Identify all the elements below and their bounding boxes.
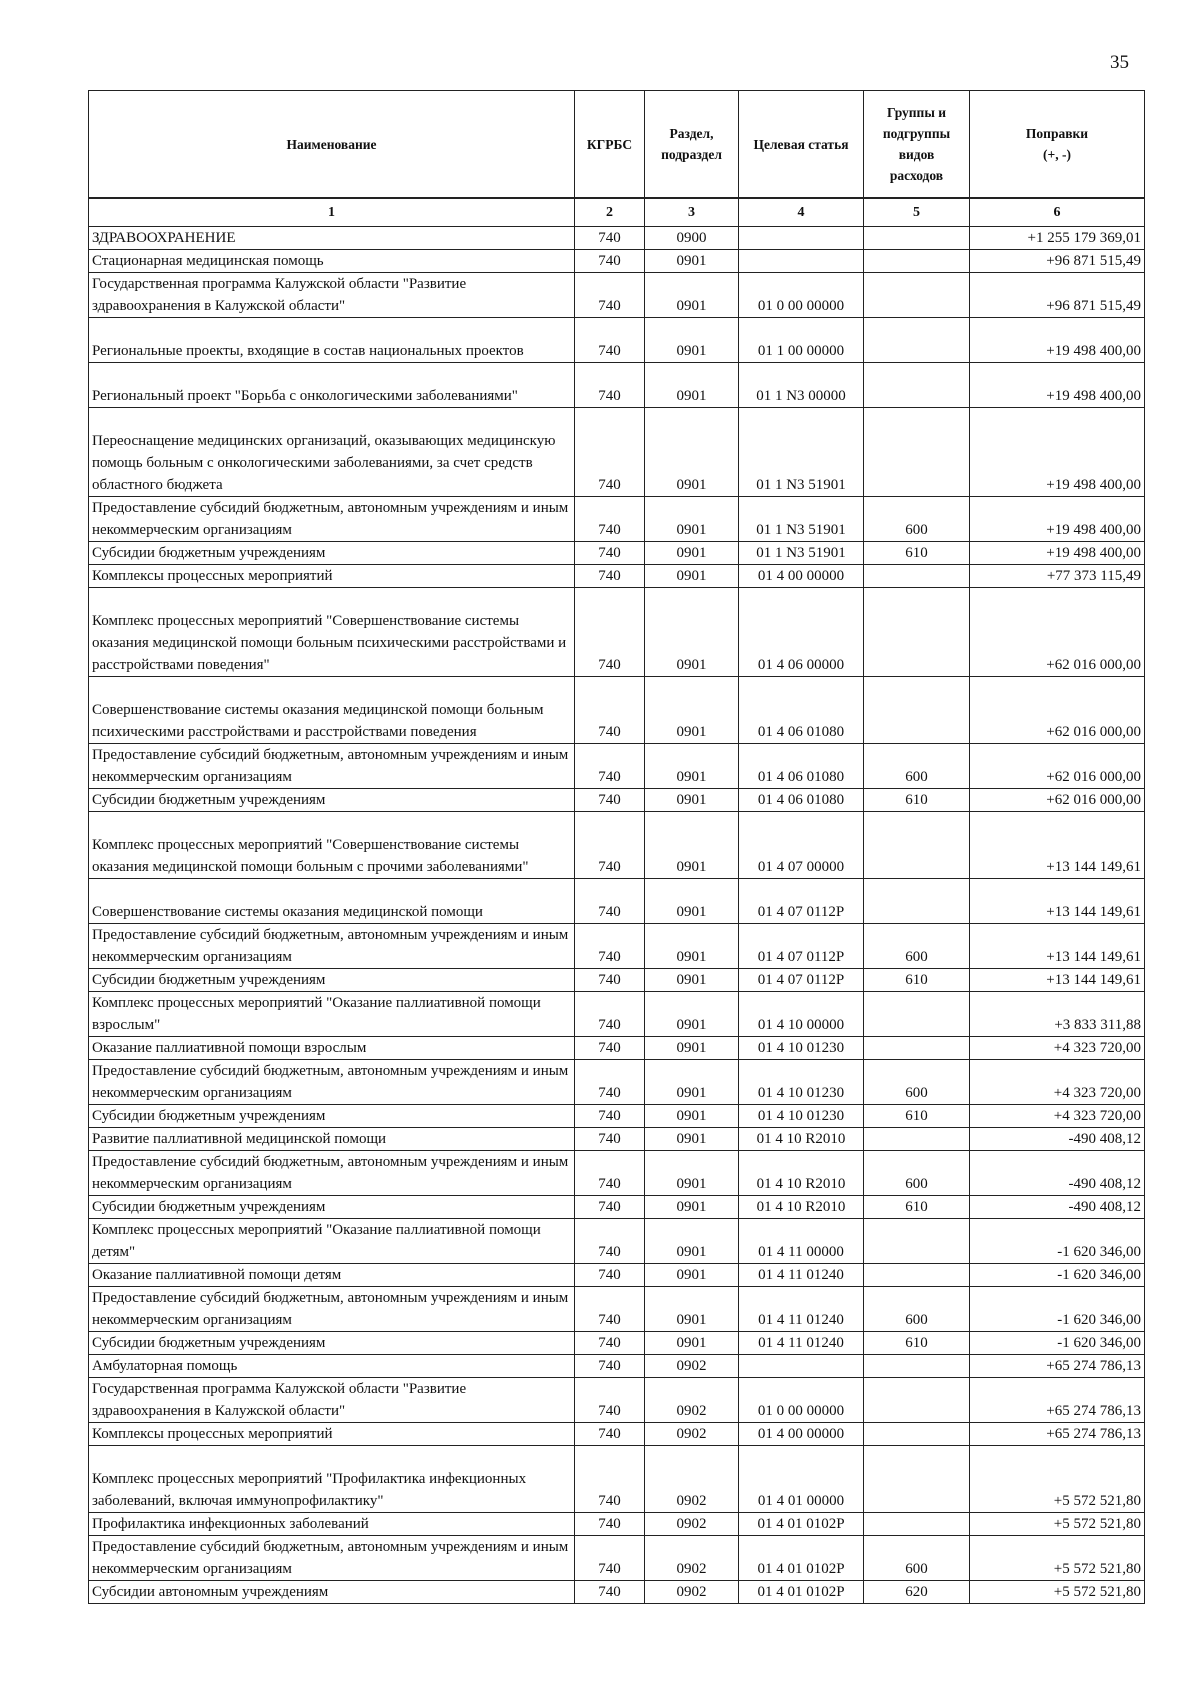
row-amount: +19 498 400,00	[970, 542, 1145, 565]
table-row	[89, 992, 1145, 1037]
row-amount: +5 572 521,80	[970, 1513, 1145, 1536]
col-number: 3	[645, 198, 739, 227]
row-target: 01 4 11 01240	[739, 1287, 864, 1332]
row-group	[864, 1513, 970, 1536]
table-row	[89, 1355, 1145, 1378]
table-row	[89, 1332, 1145, 1355]
row-name: Предоставление субсидий бюджетным, автономным учреждениям и иным некоммерческим организациям	[89, 924, 575, 969]
table-row	[89, 969, 1145, 992]
row-group	[864, 677, 970, 744]
col-header-target: Целевая статья	[739, 91, 864, 199]
row-target: 01 4 06 01080	[739, 677, 864, 744]
row-kgrbs: 740	[575, 1536, 645, 1581]
row-amount: +19 498 400,00	[970, 318, 1145, 363]
row-amount: +5 572 521,80	[970, 1446, 1145, 1513]
row-section: 0901	[645, 1151, 739, 1196]
row-amount: -490 408,12	[970, 1196, 1145, 1219]
row-amount: +4 323 720,00	[970, 1037, 1145, 1060]
row-name: Предоставление субсидий бюджетным, автономным учреждениям и иным некоммерческим организациям	[89, 497, 575, 542]
row-group: 620	[864, 1581, 970, 1604]
table-row	[89, 1378, 1145, 1423]
row-name: Региональный проект "Борьба с онкологическими заболеваниями"	[89, 363, 575, 408]
table-row	[89, 565, 1145, 588]
row-kgrbs: 740	[575, 1219, 645, 1264]
row-target: 01 4 01 0102P	[739, 1581, 864, 1604]
table-row	[89, 1128, 1145, 1151]
table-row	[89, 1264, 1145, 1287]
row-target: 01 4 11 01240	[739, 1264, 864, 1287]
row-target: 01 4 10 00000	[739, 992, 864, 1037]
row-group: 610	[864, 1105, 970, 1128]
row-name: Субсидии бюджетным учреждениям	[89, 1196, 575, 1219]
budget-amendments-table	[88, 90, 1145, 1604]
row-group	[864, 1378, 970, 1423]
row-target: 01 4 11 01240	[739, 1332, 864, 1355]
table-row	[89, 250, 1145, 273]
table-row	[89, 744, 1145, 789]
row-target: 01 4 06 00000	[739, 588, 864, 677]
col-number: 1	[89, 198, 575, 227]
table-row	[89, 1037, 1145, 1060]
row-amount: -1 620 346,00	[970, 1219, 1145, 1264]
row-group	[864, 1219, 970, 1264]
row-amount: -1 620 346,00	[970, 1332, 1145, 1355]
row-group: 600	[864, 1536, 970, 1581]
row-section: 0901	[645, 273, 739, 318]
row-group	[864, 273, 970, 318]
row-section: 0901	[645, 250, 739, 273]
row-target: 01 4 07 0112P	[739, 969, 864, 992]
row-name: Предоставление субсидий бюджетным, автономным учреждениям и иным некоммерческим организациям	[89, 1060, 575, 1105]
row-name: Совершенствование системы оказания медицинской помощи	[89, 879, 575, 924]
row-kgrbs: 740	[575, 408, 645, 497]
col-header-amendments: Поправки (+, -)	[970, 91, 1145, 199]
row-target: 01 4 10 01230	[739, 1105, 864, 1128]
row-target: 01 4 07 0112P	[739, 924, 864, 969]
col-header-groups: Группы и подгруппы видов расходов	[864, 91, 970, 199]
row-section: 0901	[645, 497, 739, 542]
row-target: 01 4 06 01080	[739, 789, 864, 812]
table-row	[89, 789, 1145, 812]
row-name: Оказание паллиативной помощи взрослым	[89, 1037, 575, 1060]
row-section: 0902	[645, 1581, 739, 1604]
row-group: 610	[864, 542, 970, 565]
row-target: 01 1 N3 51901	[739, 408, 864, 497]
row-section: 0901	[645, 1060, 739, 1105]
row-kgrbs: 740	[575, 1446, 645, 1513]
row-group: 600	[864, 1287, 970, 1332]
row-amount: +5 572 521,80	[970, 1536, 1145, 1581]
row-amount: -1 620 346,00	[970, 1287, 1145, 1332]
row-kgrbs: 740	[575, 1332, 645, 1355]
row-name: Субсидии бюджетным учреждениям	[89, 1332, 575, 1355]
row-target: 01 4 00 00000	[739, 565, 864, 588]
row-amount: +1 255 179 369,01	[970, 227, 1145, 250]
row-section: 0901	[645, 789, 739, 812]
row-kgrbs: 740	[575, 318, 645, 363]
row-kgrbs: 740	[575, 744, 645, 789]
row-amount: +77 373 115,49	[970, 565, 1145, 588]
row-name: Субсидии автономным учреждениям	[89, 1581, 575, 1604]
row-target: 01 4 10 01230	[739, 1060, 864, 1105]
row-target: 01 4 10 01230	[739, 1037, 864, 1060]
row-section: 0901	[645, 1219, 739, 1264]
row-amount: +13 144 149,61	[970, 812, 1145, 879]
row-section: 0901	[645, 542, 739, 565]
row-name: Предоставление субсидий бюджетным, автономным учреждениям и иным некоммерческим организациям	[89, 1287, 575, 1332]
row-group	[864, 1037, 970, 1060]
row-section: 0900	[645, 227, 739, 250]
header-row	[89, 91, 1145, 199]
row-amount: +19 498 400,00	[970, 408, 1145, 497]
table-row	[89, 1105, 1145, 1128]
row-group	[864, 565, 970, 588]
table-row	[89, 1513, 1145, 1536]
table-row	[89, 408, 1145, 497]
row-amount: +62 016 000,00	[970, 588, 1145, 677]
row-group	[864, 363, 970, 408]
row-target: 01 1 N3 51901	[739, 497, 864, 542]
row-target: 01 4 01 00000	[739, 1446, 864, 1513]
row-amount: +13 144 149,61	[970, 924, 1145, 969]
row-section: 0901	[645, 318, 739, 363]
row-kgrbs: 740	[575, 1581, 645, 1604]
row-group: 600	[864, 1151, 970, 1196]
row-name: Субсидии бюджетным учреждениям	[89, 969, 575, 992]
row-group	[864, 227, 970, 250]
row-name: Комплекс процессных мероприятий "Оказание паллиативной помощи взрослым"	[89, 992, 575, 1037]
row-name: Предоставление субсидий бюджетным, автономным учреждениям и иным некоммерческим организациям	[89, 1536, 575, 1581]
table-row	[89, 497, 1145, 542]
table-row	[89, 542, 1145, 565]
row-target	[739, 227, 864, 250]
row-group	[864, 250, 970, 273]
row-target	[739, 1355, 864, 1378]
row-section: 0901	[645, 363, 739, 408]
table-row	[89, 1151, 1145, 1196]
row-name: Оказание паллиативной помощи детям	[89, 1264, 575, 1287]
row-section: 0902	[645, 1446, 739, 1513]
row-group	[864, 318, 970, 363]
row-target: 01 4 01 0102P	[739, 1513, 864, 1536]
row-name: Стационарная медицинская помощь	[89, 250, 575, 273]
row-name: Государственная программа Калужской области "Развитие здравоохранения в Калужской области"	[89, 273, 575, 318]
row-amount: +19 498 400,00	[970, 497, 1145, 542]
row-section: 0901	[645, 924, 739, 969]
row-group: 600	[864, 924, 970, 969]
row-kgrbs: 740	[575, 969, 645, 992]
row-group: 600	[864, 1060, 970, 1105]
table-row	[89, 1219, 1145, 1264]
table-row	[89, 227, 1145, 250]
row-section: 0902	[645, 1513, 739, 1536]
row-name: Региональные проекты, входящие в состав национальных проектов	[89, 318, 575, 363]
row-kgrbs: 740	[575, 273, 645, 318]
col-header-kgrbs: КГРБС	[575, 91, 645, 199]
row-group: 610	[864, 789, 970, 812]
row-group: 610	[864, 969, 970, 992]
row-section: 0901	[645, 1287, 739, 1332]
row-amount: -1 620 346,00	[970, 1264, 1145, 1287]
row-group: 600	[864, 744, 970, 789]
row-amount: -490 408,12	[970, 1151, 1145, 1196]
row-section: 0901	[645, 677, 739, 744]
table-row	[89, 924, 1145, 969]
row-name: Комплекс процессных мероприятий "Совершенствование системы оказания медицинской помощи больным с прочими заболеваниями"	[89, 812, 575, 879]
row-group	[864, 1128, 970, 1151]
row-group	[864, 992, 970, 1037]
column-number-row	[89, 198, 1145, 227]
row-section: 0902	[645, 1378, 739, 1423]
row-name: Предоставление субсидий бюджетным, автономным учреждениям и иным некоммерческим организациям	[89, 744, 575, 789]
row-amount: +96 871 515,49	[970, 273, 1145, 318]
col-number: 4	[739, 198, 864, 227]
row-amount: +13 144 149,61	[970, 879, 1145, 924]
row-target: 01 1 N3 00000	[739, 363, 864, 408]
table-row	[89, 588, 1145, 677]
row-kgrbs: 740	[575, 789, 645, 812]
table-body	[89, 227, 1145, 1604]
row-name: Комплексы процессных мероприятий	[89, 565, 575, 588]
row-amount: +62 016 000,00	[970, 789, 1145, 812]
page-number: 35	[1110, 52, 1129, 73]
row-amount: +65 274 786,13	[970, 1423, 1145, 1446]
table-row	[89, 812, 1145, 879]
row-section: 0902	[645, 1423, 739, 1446]
row-name: Амбулаторная помощь	[89, 1355, 575, 1378]
row-target: 01 4 07 00000	[739, 812, 864, 879]
table-row	[89, 1581, 1145, 1604]
row-kgrbs: 740	[575, 1037, 645, 1060]
row-target: 01 4 10 R2010	[739, 1196, 864, 1219]
row-name: Комплекс процессных мероприятий "Совершенствование системы оказания медицинской помощи больным психическими расстройствами и расстройствами поведения"	[89, 588, 575, 677]
row-kgrbs: 740	[575, 924, 645, 969]
row-name: Переоснащение медицинских организаций, оказывающих медицинскую помощь больным с онкологическими заболеваниями, за счет средств областного бюджета	[89, 408, 575, 497]
row-kgrbs: 740	[575, 1355, 645, 1378]
row-group: 610	[864, 1332, 970, 1355]
row-group	[864, 1446, 970, 1513]
row-section: 0901	[645, 1264, 739, 1287]
row-section: 0901	[645, 1105, 739, 1128]
row-section: 0901	[645, 812, 739, 879]
row-amount: -490 408,12	[970, 1128, 1145, 1151]
row-name: Профилактика инфекционных заболеваний	[89, 1513, 575, 1536]
row-target	[739, 250, 864, 273]
table-row	[89, 1446, 1145, 1513]
row-section: 0901	[645, 1196, 739, 1219]
row-kgrbs: 740	[575, 1513, 645, 1536]
col-number: 2	[575, 198, 645, 227]
row-kgrbs: 740	[575, 1128, 645, 1151]
table-row	[89, 318, 1145, 363]
row-group	[864, 1264, 970, 1287]
row-kgrbs: 740	[575, 588, 645, 677]
row-group: 600	[864, 497, 970, 542]
row-group	[864, 408, 970, 497]
row-target: 01 4 11 00000	[739, 1219, 864, 1264]
row-group	[864, 1423, 970, 1446]
row-group	[864, 812, 970, 879]
row-kgrbs: 740	[575, 992, 645, 1037]
col-number: 5	[864, 198, 970, 227]
row-amount: +65 274 786,13	[970, 1355, 1145, 1378]
row-section: 0901	[645, 408, 739, 497]
row-kgrbs: 740	[575, 1060, 645, 1105]
row-name: ЗДРАВООХРАНЕНИЕ	[89, 227, 575, 250]
row-group: 610	[864, 1196, 970, 1219]
row-name: Государственная программа Калужской области "Развитие здравоохранения в Калужской области"	[89, 1378, 575, 1423]
table-row	[89, 363, 1145, 408]
col-header-section: Раздел, подраздел	[645, 91, 739, 199]
row-kgrbs: 740	[575, 1151, 645, 1196]
row-kgrbs: 740	[575, 542, 645, 565]
row-kgrbs: 740	[575, 565, 645, 588]
row-target: 01 4 00 00000	[739, 1423, 864, 1446]
table-row	[89, 273, 1145, 318]
row-target: 01 1 N3 51901	[739, 542, 864, 565]
row-amount: +65 274 786,13	[970, 1378, 1145, 1423]
row-target: 01 0 00 00000	[739, 273, 864, 318]
row-amount: +96 871 515,49	[970, 250, 1145, 273]
row-name: Комплексы процессных мероприятий	[89, 1423, 575, 1446]
row-target: 01 4 07 0112P	[739, 879, 864, 924]
row-kgrbs: 740	[575, 1196, 645, 1219]
table-row	[89, 1060, 1145, 1105]
row-kgrbs: 740	[575, 497, 645, 542]
row-name: Совершенствование системы оказания медицинской помощи больным психическими расстройствами и расстройствами поведения	[89, 677, 575, 744]
row-amount: +5 572 521,80	[970, 1581, 1145, 1604]
row-section: 0901	[645, 1037, 739, 1060]
row-section: 0901	[645, 744, 739, 789]
row-kgrbs: 740	[575, 879, 645, 924]
row-section: 0901	[645, 588, 739, 677]
row-amount: +3 833 311,88	[970, 992, 1145, 1037]
row-amount: +19 498 400,00	[970, 363, 1145, 408]
row-kgrbs: 740	[575, 1423, 645, 1446]
row-target: 01 4 10 R2010	[739, 1128, 864, 1151]
row-target: 01 4 10 R2010	[739, 1151, 864, 1196]
row-name: Субсидии бюджетным учреждениям	[89, 789, 575, 812]
row-name: Субсидии бюджетным учреждениям	[89, 1105, 575, 1128]
row-kgrbs: 740	[575, 677, 645, 744]
row-group	[864, 879, 970, 924]
row-amount: +4 323 720,00	[970, 1105, 1145, 1128]
table-row	[89, 879, 1145, 924]
row-kgrbs: 740	[575, 812, 645, 879]
row-amount: +62 016 000,00	[970, 744, 1145, 789]
row-kgrbs: 740	[575, 1264, 645, 1287]
table-row	[89, 1196, 1145, 1219]
row-target: 01 0 00 00000	[739, 1378, 864, 1423]
table-row	[89, 1536, 1145, 1581]
row-name: Комплекс процессных мероприятий "Оказание паллиативной помощи детям"	[89, 1219, 575, 1264]
table-row	[89, 1287, 1145, 1332]
table-row	[89, 1423, 1145, 1446]
row-kgrbs: 740	[575, 1287, 645, 1332]
row-section: 0902	[645, 1536, 739, 1581]
row-section: 0901	[645, 969, 739, 992]
row-kgrbs: 740	[575, 363, 645, 408]
row-amount: +4 323 720,00	[970, 1060, 1145, 1105]
row-kgrbs: 740	[575, 227, 645, 250]
row-kgrbs: 740	[575, 1105, 645, 1128]
row-target: 01 1 00 00000	[739, 318, 864, 363]
row-section: 0901	[645, 565, 739, 588]
row-section: 0901	[645, 1332, 739, 1355]
col-number: 6	[970, 198, 1145, 227]
row-kgrbs: 740	[575, 1378, 645, 1423]
row-name: Субсидии бюджетным учреждениям	[89, 542, 575, 565]
row-target: 01 4 06 01080	[739, 744, 864, 789]
row-name: Развитие паллиативной медицинской помощи	[89, 1128, 575, 1151]
row-amount: +62 016 000,00	[970, 677, 1145, 744]
row-section: 0902	[645, 1355, 739, 1378]
col-header-name: Наименование	[89, 91, 575, 199]
row-kgrbs: 740	[575, 250, 645, 273]
table-row	[89, 677, 1145, 744]
row-target: 01 4 01 0102P	[739, 1536, 864, 1581]
row-group	[864, 1355, 970, 1378]
row-name: Предоставление субсидий бюджетным, автономным учреждениям и иным некоммерческим организациям	[89, 1151, 575, 1196]
row-section: 0901	[645, 1128, 739, 1151]
row-section: 0901	[645, 992, 739, 1037]
row-name: Комплекс процессных мероприятий "Профилактика инфекционных заболеваний, включая иммунопрофилактику"	[89, 1446, 575, 1513]
row-section: 0901	[645, 879, 739, 924]
row-amount: +13 144 149,61	[970, 969, 1145, 992]
row-group	[864, 588, 970, 677]
